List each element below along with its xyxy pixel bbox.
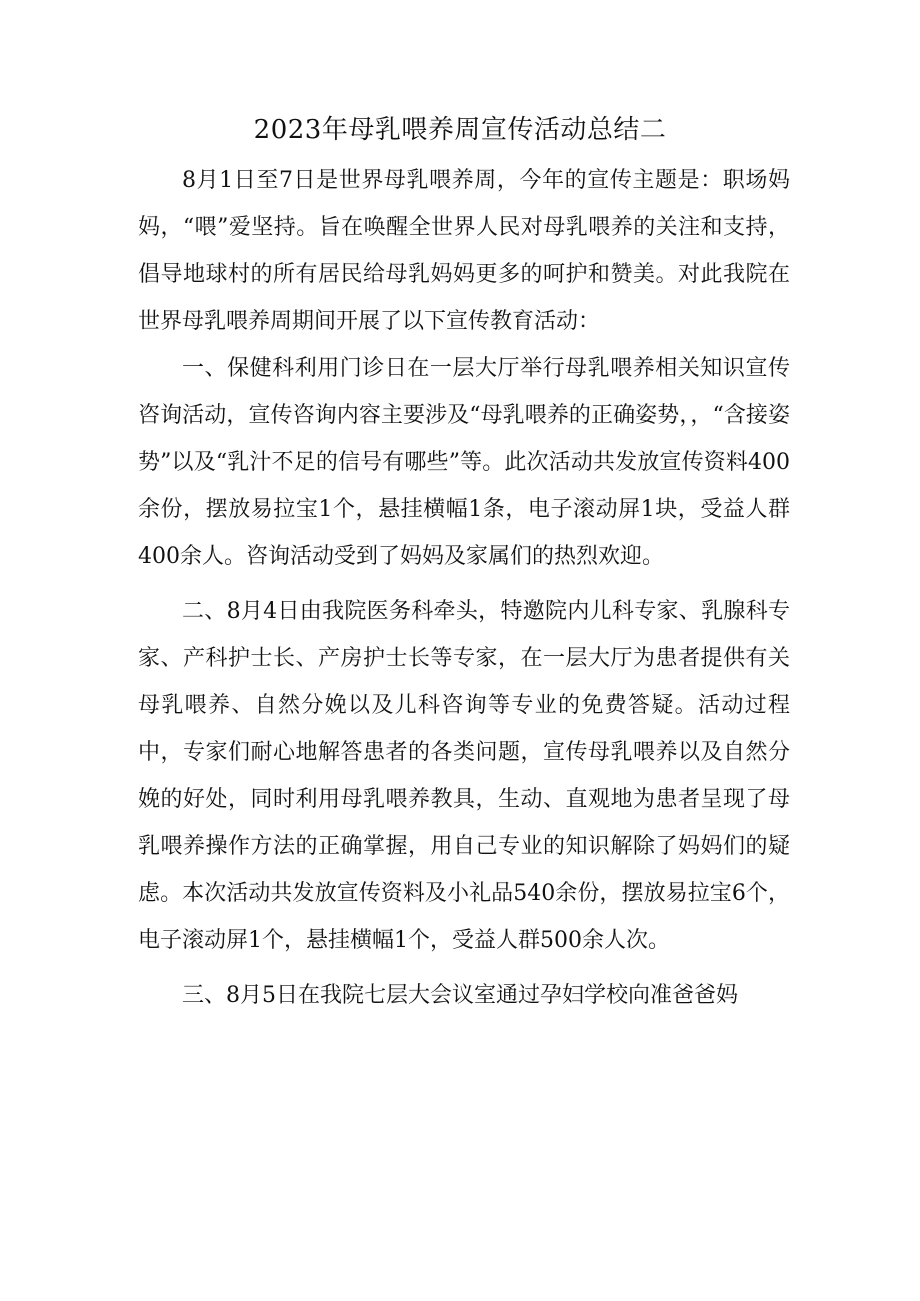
document-body <box>138 157 790 1019</box>
document-title: 2023年母乳喂养周宣传活动总结二 <box>253 115 667 145</box>
paragraph-section-1: 一、保健科利用门诊日在一层大厅举行母乳喂养相关知识宣传咨询活动，宣传咨询内容主要涉及“母乳喂养的正确姿势，，“含接姿势”以及“乳汁不足的信号有哪些”等。此次活动共发放宣传资料400余份，摆放易拉宝1个，悬挂横幅1条，电子滚动屏1块，受益人群400余人。咨询活动受到了妈妈及家属们的热烈欢迎。 <box>138 356 790 569</box>
paragraph-section-3: 三、8月5日在我院七层大会议室通过孕妇学校向准爸爸妈 <box>182 983 738 1008</box>
paragraph-section-2: 二、8月4日由我院医务科牵头，特邀院内儿科专家、乳腺科专家、产科护士长、产房护士长等专家，在一层大厅为患者提供有关母乳喂养、自然分娩以及儿科咨询等专业的免费答疑。活动过程中，专家们耐心地解答患者的各类问题，宣传母乳喂养以及自然分娩的好处，同时利用母乳喂养教具，生动、直观地为患者呈现了母乳喂养操作方法的正确掌握，用自己专业的知识解除了妈妈们的疑虑。本次活动共发放宣传资料及小礼品540余份，摆放易拉宝6个，电子滚动屏1个，悬挂横幅1个，受益人群500余人次。 <box>138 599 790 953</box>
paragraph-intro: 8月1日至7日是世界母乳喂养周，今年的宣传主题是：职场妈妈，“喂”爱坚持。旨在唤醒全世界人民对母乳喂养的关注和支持，倡导地球村的所有居民给母乳妈妈更多的呵护和赞美。对此我院在世界母乳喂养周期间开展了以下宣传教育活动： <box>138 168 790 334</box>
